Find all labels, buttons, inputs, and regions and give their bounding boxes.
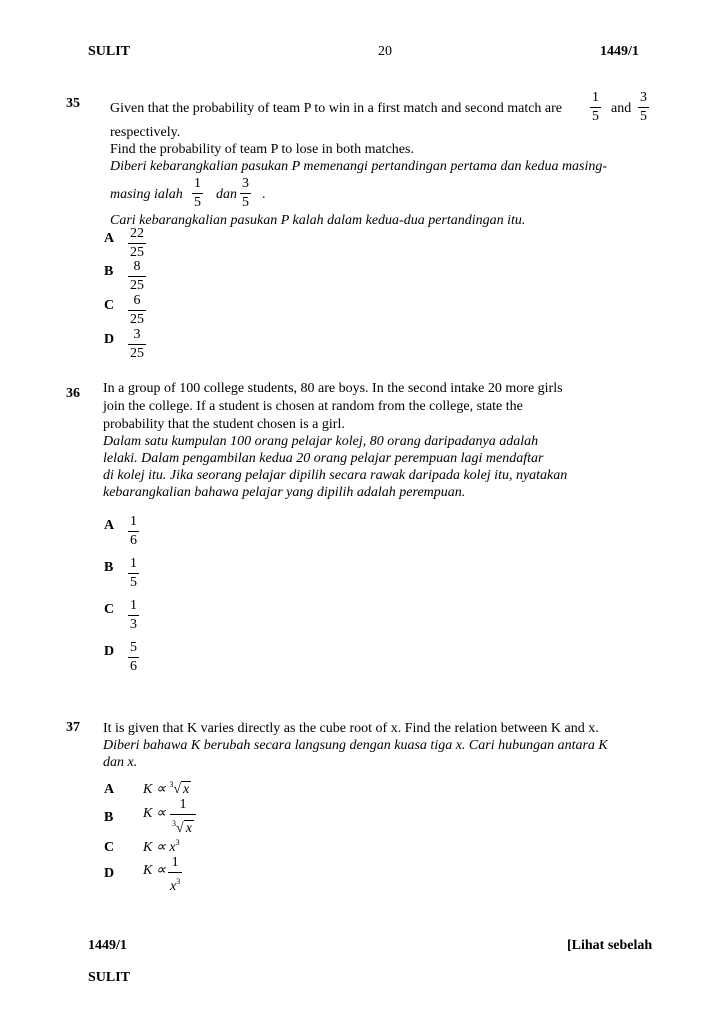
fraction-bar <box>240 193 251 194</box>
q37-option-b-fraction <box>170 797 196 837</box>
q36-en-line1: In a group of 100 college students, 80 are boys. In the second intake 20 more girls <box>103 381 563 396</box>
fraction-bar <box>128 573 139 574</box>
fraction-bar <box>192 193 203 194</box>
q35-option-b-value <box>128 259 146 294</box>
fraction-denominator: 25 <box>130 245 144 260</box>
q36-option-c-label: C <box>104 602 115 617</box>
fraction-denominator: 6 <box>130 659 137 674</box>
q35-en-line2: respectively. <box>110 125 181 140</box>
fraction-numerator: 3 <box>242 176 249 191</box>
fraction-numerator: 8 <box>133 259 141 274</box>
fraction-numerator: 3 <box>133 327 141 342</box>
q36-ms-line4: kebarangkalian bahawa pelajar yang dipilih adalah perempuan. <box>103 485 466 500</box>
fraction-denominator: 25 <box>130 312 144 327</box>
fraction-denominator: 3 <box>130 617 137 632</box>
fraction-numerator: 1 <box>194 176 201 191</box>
q35-option-a-label: A <box>104 231 115 246</box>
root-index: 3 <box>172 819 176 828</box>
fraction-numerator: 1 <box>130 514 137 529</box>
q37-option-c-expression <box>143 838 180 856</box>
q35-ms-period: . <box>262 187 266 202</box>
q37-option-d-lhs: K ∝ <box>143 863 166 878</box>
q35-en-line1: Given that the probability of team P to win in a first match and second match are <box>110 101 563 116</box>
fraction-bar <box>128 276 146 277</box>
q35-and: and <box>611 101 632 116</box>
q35-option-a-value <box>128 226 146 261</box>
fraction-bar <box>128 657 139 658</box>
fraction-bar <box>128 310 146 311</box>
question-number-35: 35 <box>66 96 80 111</box>
fraction-bar <box>128 615 139 616</box>
fraction-numerator: 1 <box>592 90 599 105</box>
fraction-denominator: 5 <box>194 195 201 210</box>
fraction-denominator: 5 <box>640 109 647 124</box>
fraction-numerator: 1 <box>130 598 137 613</box>
fraction-numerator: 5 <box>130 640 137 655</box>
q36-ms-line1: Dalam satu kumpulan 100 orang pelajar kolej, 80 orang daripadanya adalah <box>103 434 539 449</box>
q36-option-b-label: B <box>104 560 114 575</box>
question-number-36: 36 <box>66 386 80 401</box>
fraction-denominator <box>168 874 182 895</box>
question-number-37: 37 <box>66 720 80 735</box>
q37-option-b-lhs: K ∝ <box>143 806 166 821</box>
q35-frac2 <box>638 90 649 125</box>
radicand: x <box>183 782 190 797</box>
fraction-bar <box>128 344 146 345</box>
q37-option-d-label: D <box>104 866 115 881</box>
fraction-denominator <box>170 816 196 837</box>
fraction-bar <box>168 872 182 873</box>
fraction-numerator: 6 <box>133 293 141 308</box>
q35-ms-frac2 <box>240 176 251 211</box>
q35-en-line3: Find the probability of team P to lose in both matches. <box>110 142 414 157</box>
q36-ms-line3: di kolej itu. Jika seorang pelajar dipilih secara rawak daripada kolej itu, nyatakan <box>103 468 568 483</box>
radical-sign: √ <box>173 782 182 797</box>
q37-ms-line2: dan x. <box>103 755 138 770</box>
q36-option-a-value <box>128 514 139 549</box>
exponent: 3 <box>175 838 180 847</box>
q35-option-c-label: C <box>104 298 115 313</box>
q37-ms-line1: Diberi bahawa K berubah secara langsung dengan kuasa tiga x. Cari hubungan antara K <box>103 738 608 753</box>
fraction-denominator: 25 <box>130 278 144 293</box>
fraction-denominator: 5 <box>592 109 599 124</box>
header-code: 1449/1 <box>600 44 639 59</box>
q36-en-line3: probability that the student chosen is a girl. <box>103 417 345 432</box>
root-index: 3 <box>169 780 174 789</box>
fraction-numerator: 3 <box>640 90 647 105</box>
q35-ms-line1: Diberi kebarangkalian pasukan P memenangi pertandingan pertama dan kedua masing- <box>110 159 608 174</box>
q35-option-d-label: D <box>104 332 115 347</box>
fraction-bar <box>170 814 196 815</box>
q35-ms-dan: dan <box>216 187 237 202</box>
page-number: 20 <box>378 44 392 59</box>
q37-option-a-expression <box>143 780 191 798</box>
fraction-bar <box>638 107 649 108</box>
fraction-bar <box>590 107 601 108</box>
fraction-denominator: 6 <box>130 533 137 548</box>
proportional-expression: K ∝ x <box>143 840 176 855</box>
q36-ms-line2: lelaki. Dalam pengambilan kedua 20 orang pelajar perempuan lagi mendaftar <box>103 451 544 466</box>
fraction-numerator: 1 <box>171 855 179 870</box>
q37-option-d-fraction <box>168 855 182 895</box>
footer-code: 1449/1 <box>88 938 127 953</box>
fraction-denominator: 5 <box>130 575 137 590</box>
fraction-numerator: 1 <box>130 556 137 571</box>
q35-ms-line3: Cari kebarangkalian pasukan P kalah dalam kedua-dua pertandingan itu. <box>110 213 526 228</box>
q36-option-d-value <box>128 640 139 675</box>
proportional-lhs: K ∝ <box>143 782 166 797</box>
q36-en-line2: join the college. If a student is chosen at random from the college, state the <box>103 399 523 414</box>
footer-sulit: SULIT <box>88 970 131 985</box>
q36-option-c-value <box>128 598 139 633</box>
radicand: x <box>185 821 192 836</box>
footer-turn-over: [Lihat sebelah <box>567 938 653 953</box>
base-variable: x <box>170 879 177 894</box>
q35-ms-frac1 <box>192 176 203 211</box>
q37-option-c-label: C <box>104 840 115 855</box>
q35-frac1 <box>590 90 601 125</box>
q36-option-b-value <box>128 556 139 591</box>
q35-ms-line2: masing ialah <box>110 187 183 202</box>
fraction-denominator: 25 <box>130 346 144 361</box>
q35-option-c-value <box>128 293 146 328</box>
q35-option-b-label: B <box>104 264 114 279</box>
fraction-numerator: 1 <box>179 797 187 812</box>
q36-option-d-label: D <box>104 644 115 659</box>
fraction-bar <box>128 531 139 532</box>
header-sulit: SULIT <box>88 44 131 59</box>
q36-option-a-label: A <box>104 518 115 533</box>
fraction-bar <box>128 243 146 244</box>
q35-option-d-value <box>128 327 146 362</box>
exponent: 3 <box>176 877 181 886</box>
radical-sign: √ <box>176 821 184 836</box>
q37-option-b-label: B <box>104 810 114 825</box>
q37-en-line1: It is given that K varies directly as the cube root of x. Find the relation between K and x. <box>103 721 599 736</box>
fraction-numerator: 22 <box>130 226 144 241</box>
fraction-denominator: 5 <box>242 195 249 210</box>
q37-option-a-label: A <box>104 782 115 797</box>
